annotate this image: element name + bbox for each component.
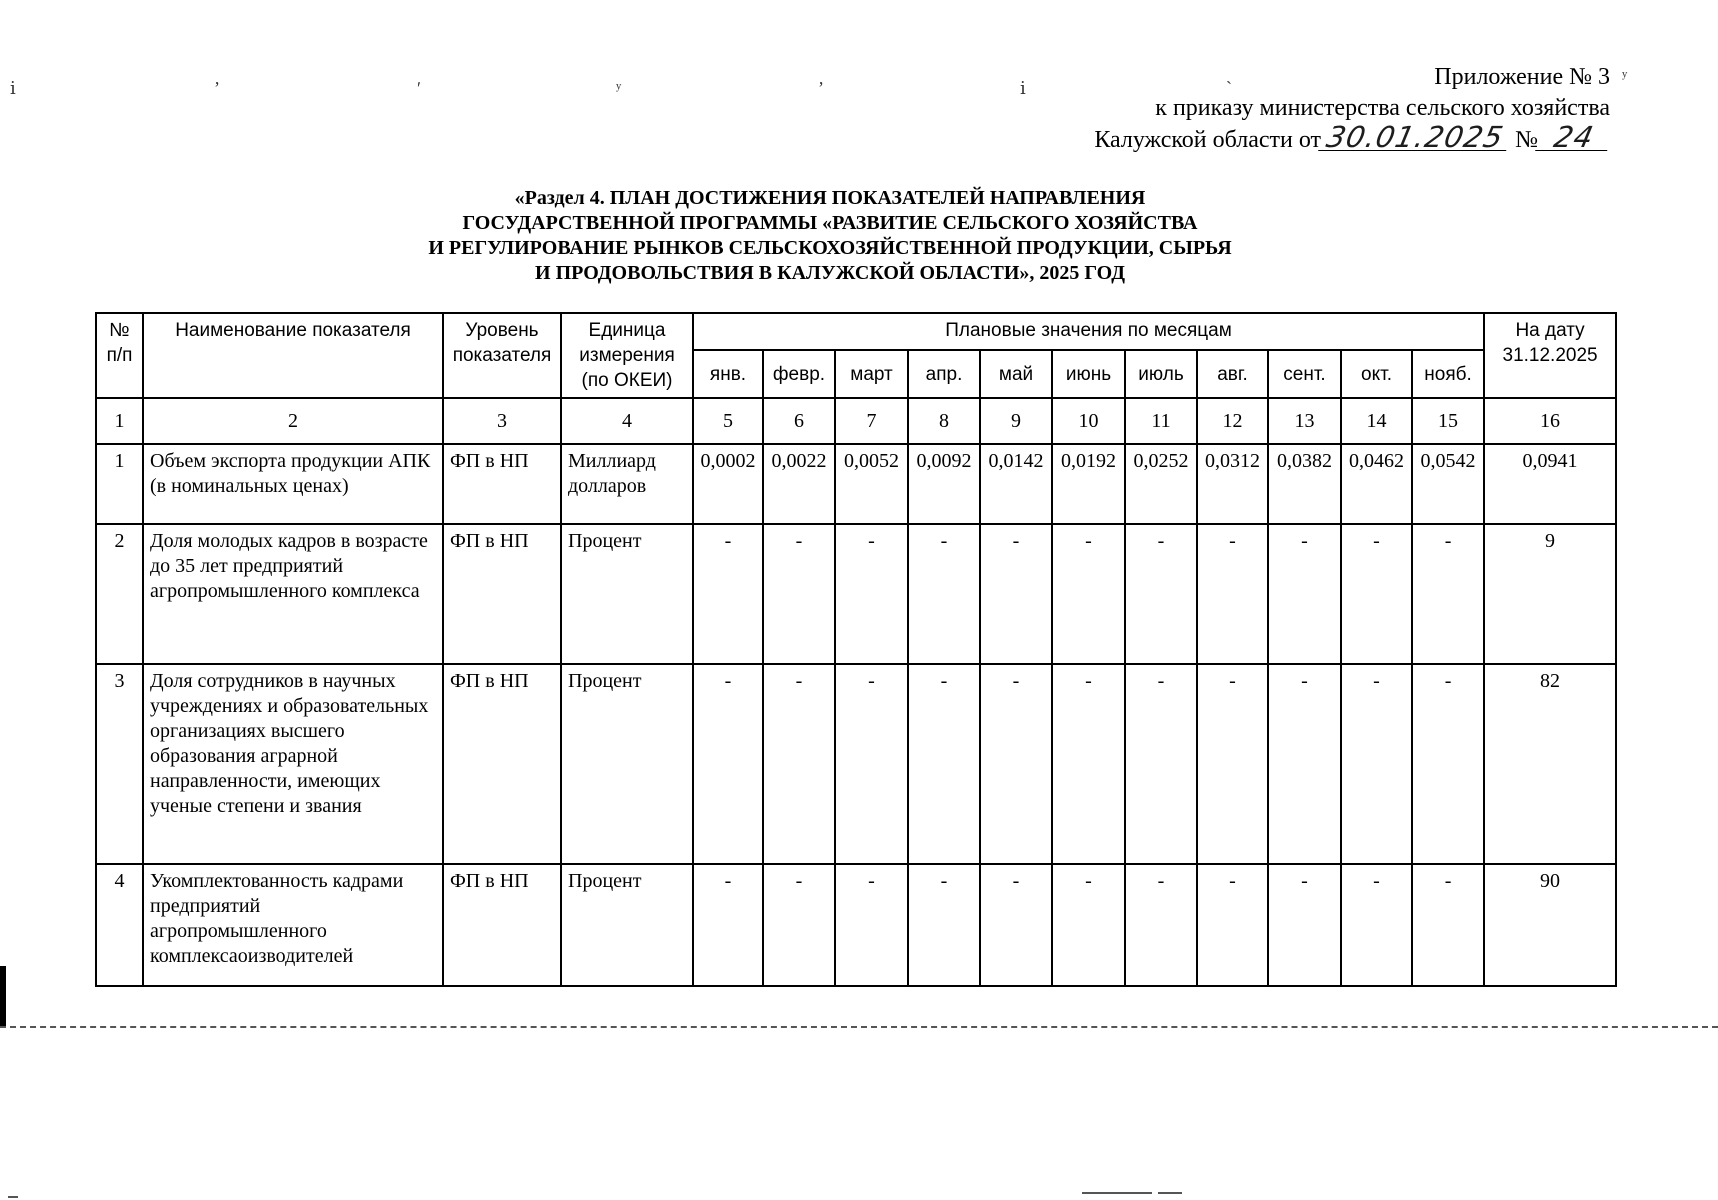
column-number: 12 [1197,398,1268,444]
scan-speck: ⅰ [1020,78,1026,98]
month-value: - [1341,524,1412,664]
month-value: - [1412,864,1484,986]
month-header: июль [1125,350,1197,398]
scan-fold-line [0,1026,1718,1028]
month-value: - [980,864,1052,986]
title-line: ГОСУДАРСТВЕННОЙ ПРОГРАММЫ «РАЗВИТИЕ СЕЛЬСКОГО ХОЗЯЙСТВА [462,212,1198,234]
indicator-level: ФП в НП [443,444,561,524]
target-value: 90 [1484,864,1616,986]
indicator-unit: Процент [561,864,693,986]
column-number: 15 [1412,398,1484,444]
header-monthly-plan: Плановые значения по месяцам [693,313,1484,350]
scan-speck: ⅰ [10,78,16,98]
target-value: 0,0941 [1484,444,1616,524]
indicator-unit: Процент [561,664,693,864]
indicator-name: Укомплектованность кадрами предприятий агропромышленного комплексаоизводителей [143,864,443,986]
scan-dash [1082,1192,1152,1194]
month-header: апр. [908,350,980,398]
appendix-label: Приложение № 3 [1434,64,1610,90]
column-number: 8 [908,398,980,444]
month-value: 0,0312 [1197,444,1268,524]
handwritten-order-number: 24 [1535,124,1613,151]
header-level: Уровень показателя [443,313,561,398]
indicator-level: ФП в НП [443,524,561,664]
month-value: - [1125,664,1197,864]
month-value: - [835,524,908,664]
indicator-unit: Процент [561,524,693,664]
number-sign: № [1515,127,1538,153]
table-row [96,864,1616,986]
month-value: - [1052,864,1125,986]
handwritten-order-date: 30.01.2025 [1318,124,1512,151]
column-number: 2 [143,398,443,444]
header-target-date: На дату 31.12.2025 [1484,313,1616,398]
month-value: - [1125,524,1197,664]
scan-dash [8,1196,18,1198]
row-num: 2 [96,524,143,664]
header-unit: Единица измерения (по ОКЕИ) [561,313,693,398]
column-number: 1 [96,398,143,444]
order-reference: к приказу министерства сельского хозяйства [1155,95,1610,121]
indicator-level: ФП в НП [443,864,561,986]
month-value: - [763,664,835,864]
month-value: 0,0192 [1052,444,1125,524]
month-value: - [1341,664,1412,864]
month-header: июнь [1052,350,1125,398]
scan-speck: ʼ [818,78,824,98]
month-value: - [763,864,835,986]
section-title [330,186,1330,286]
column-number: 16 [1484,398,1616,444]
scan-speck: ʸ [616,78,622,98]
month-value: 0,0052 [835,444,908,524]
scan-speck: ʹ [417,78,421,98]
column-number: 5 [693,398,763,444]
month-header: нояб. [1412,350,1484,398]
column-number: 4 [561,398,693,444]
month-header: окт. [1341,350,1412,398]
row-num: 3 [96,664,143,864]
month-value: - [1197,864,1268,986]
month-value: - [1341,864,1412,986]
indicator-name: Доля сотрудников в научных учреждениях и образовательных организациях высшего образования аграрной направленности, имеющих ученые степени и звания [143,664,443,864]
month-value: - [1412,664,1484,864]
column-number: 10 [1052,398,1125,444]
month-value: - [1052,524,1125,664]
month-header: февр. [763,350,835,398]
month-value: - [1412,524,1484,664]
column-number: 11 [1125,398,1197,444]
order-date-line [850,120,1610,156]
column-number: 7 [835,398,908,444]
indicator-name: Объем экспорта продукции АПК (в номинальных ценах) [143,444,443,524]
scan-speck: ʸ [1622,66,1628,86]
appendix-header [850,62,1610,156]
month-value: 0,0022 [763,444,835,524]
column-number: 9 [980,398,1052,444]
month-value: - [1197,664,1268,864]
month-value: 0,0542 [1412,444,1484,524]
month-value: - [1268,524,1341,664]
month-value: - [1268,864,1341,986]
indicator-plan-table [95,312,1617,987]
month-value: - [693,524,763,664]
month-value: - [908,524,980,664]
title-line: И РЕГУЛИРОВАНИЕ РЫНКОВ СЕЛЬСКОХОЗЯЙСТВЕННОЙ ПРОДУКЦИИ, СЫРЬЯ [428,237,1232,259]
table-row [96,524,1616,664]
month-value: 0,0382 [1268,444,1341,524]
target-value: 82 [1484,664,1616,864]
column-number: 6 [763,398,835,444]
month-header: май [980,350,1052,398]
month-value: - [693,864,763,986]
month-header: авг. [1197,350,1268,398]
month-value: 0,0462 [1341,444,1412,524]
scan-speck: ʼ [214,78,220,98]
column-number: 14 [1341,398,1412,444]
month-value: - [980,664,1052,864]
indicator-name: Доля молодых кадров в возрасте до 35 лет предприятий агропромышленного комплекса [143,524,443,664]
header-indicator-name: Наименование показателя [143,313,443,398]
month-value: - [908,864,980,986]
row-num: 4 [96,864,143,986]
month-header: янв. [693,350,763,398]
scan-edge-mark [0,966,6,1028]
month-value: 0,0252 [1125,444,1197,524]
target-value: 9 [1484,524,1616,664]
header-row [96,313,1616,350]
month-value: - [1125,864,1197,986]
column-number-row [96,398,1616,444]
column-number: 13 [1268,398,1341,444]
title-line: И ПРОДОВОЛЬСТВИЯ В КАЛУЖСКОЙ ОБЛАСТИ», 2025 ГОД [535,262,1125,284]
indicator-level: ФП в НП [443,664,561,864]
month-value: - [1197,524,1268,664]
month-value: 0,0142 [980,444,1052,524]
month-value: - [693,664,763,864]
month-value: 0,0002 [693,444,763,524]
month-value: - [1052,664,1125,864]
month-value: - [835,864,908,986]
column-number: 3 [443,398,561,444]
table-row [96,444,1616,524]
month-value: - [763,524,835,664]
month-value: - [1268,664,1341,864]
indicator-unit: Миллиард долларов [561,444,693,524]
month-value: 0,0092 [908,444,980,524]
scan-dash [1158,1192,1182,1194]
title-line: «Раздел 4. ПЛАН ДОСТИЖЕНИЯ ПОКАЗАТЕЛЕЙ НАПРАВЛЕНИЯ [514,187,1146,209]
month-header: сент. [1268,350,1341,398]
region-prefix: Калужской области от [1094,127,1322,153]
month-value: - [835,664,908,864]
month-value: - [908,664,980,864]
header-num: № п/п [96,313,143,398]
table-row [96,664,1616,864]
month-header: март [835,350,908,398]
scan-speck: ˋ [1226,78,1232,98]
row-num: 1 [96,444,143,524]
month-value: - [980,524,1052,664]
